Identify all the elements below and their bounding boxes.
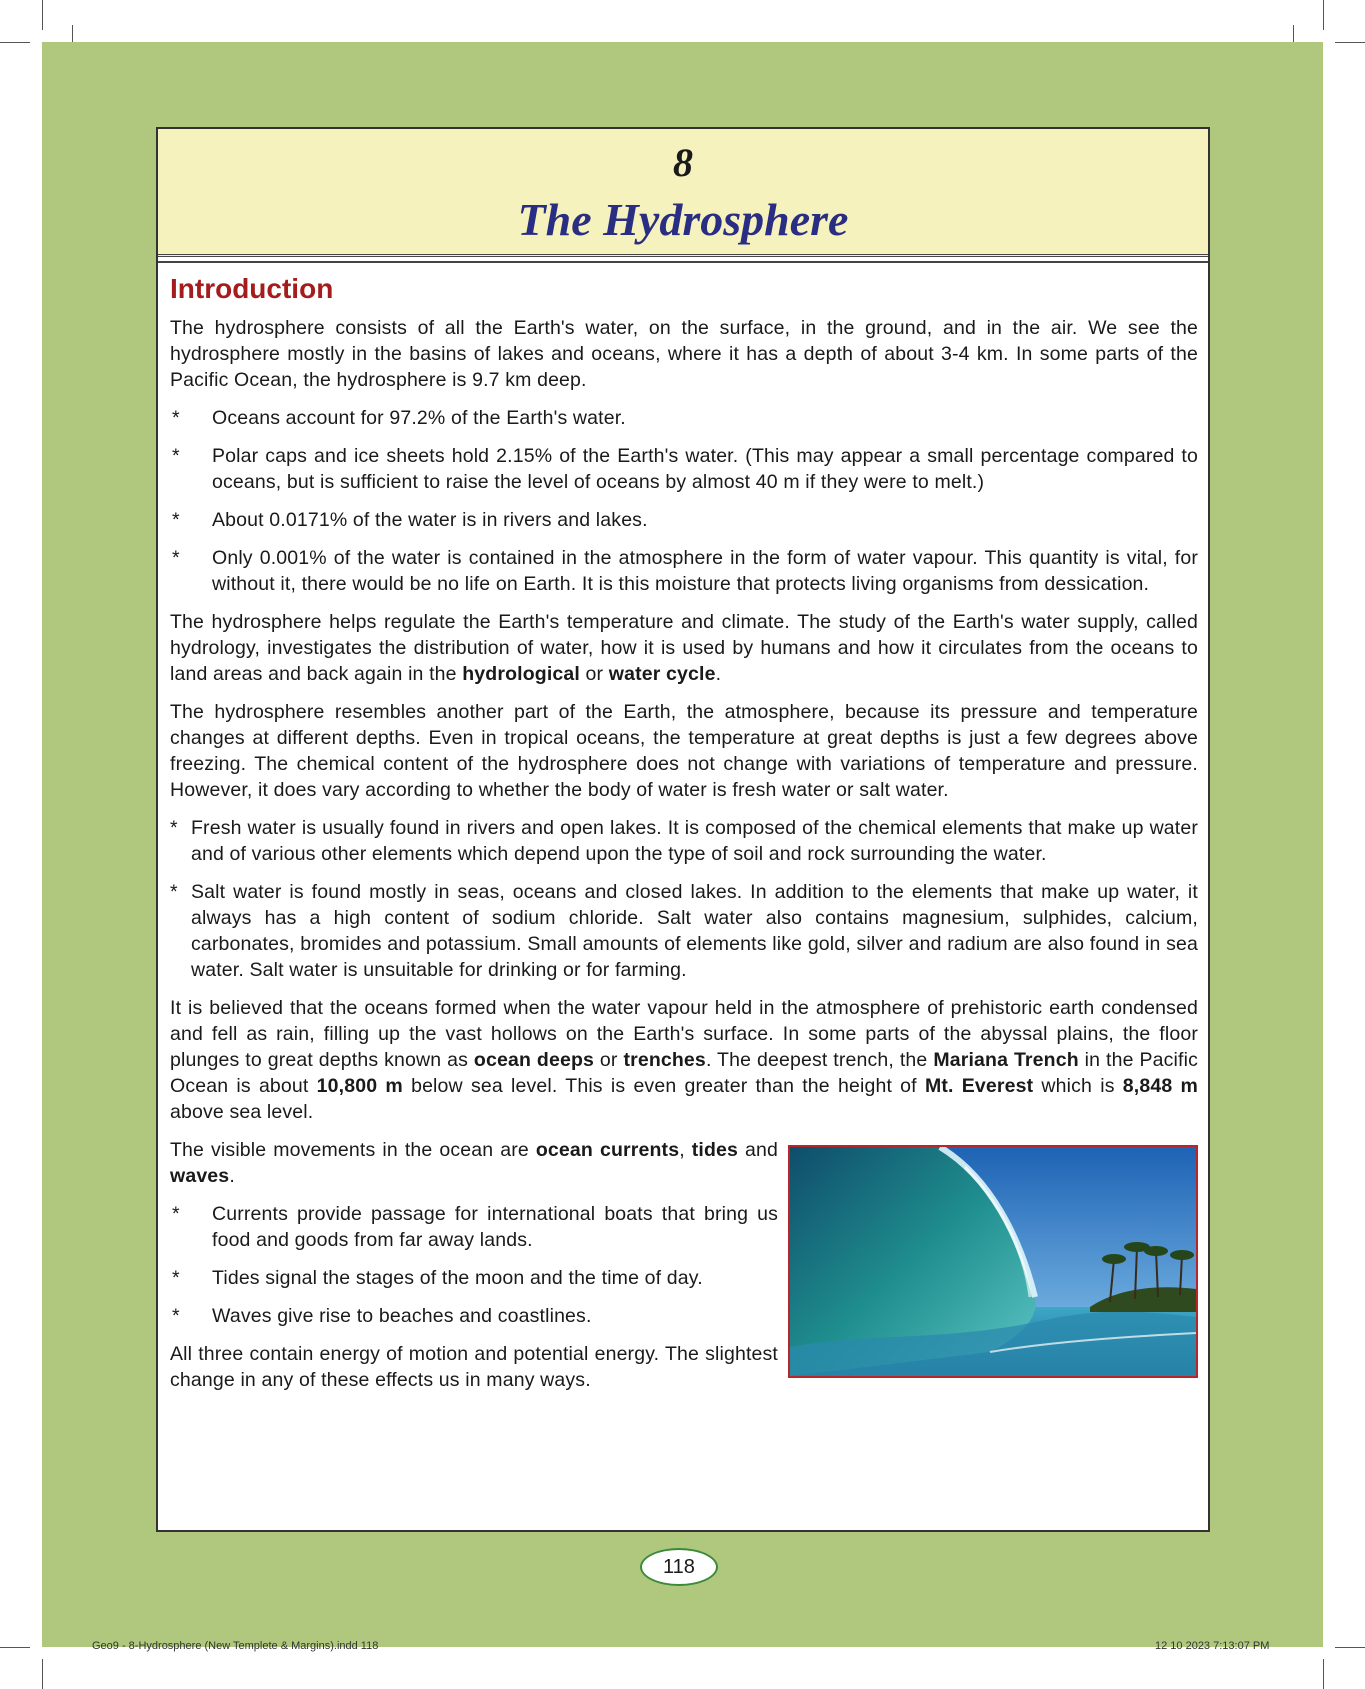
water-types-list [170,815,1198,983]
list-item: * Waves give rise to beaches and coastlines. [172,1305,592,1327]
print-slug-filename: Geo9 - 8-Hydrosphere (New Templete & Margins).indd 118 [92,1640,379,1652]
bullet-icon: * [170,817,178,839]
bullet-icon: * [172,1305,180,1327]
section-heading: Introduction [170,273,334,304]
resembles-paragraph: The hydrosphere resembles another part of the Earth, the atmosphere, because its pressure and temperature changes at different depths. Even in tropical oceans, the temperature at great depths is just a few degrees above freezing. The chemical content of the hydrosphere does not change with variations of temperature and pressure. However, it does vary according to whether the body of water is fresh water or salt water. [170,701,1198,801]
crop-mark [42,1659,43,1689]
chapter-number: 8 [673,140,693,185]
energy-paragraph: All three contain energy of motion and potential energy. The slightest change in any of these effects us in many ways. [170,1343,778,1391]
crop-mark [0,42,30,43]
list-item: * About 0.0171% of the water is in rivers and lakes. [172,509,648,531]
intro-paragraph: The hydrosphere consists of all the Earth's water, on the surface, in the ground, and in the air. We see the hydrosphere mostly in the basins of lakes and oceans, where it has a depth of about 3-4 km. In some parts of the Pacific Ocean, the hydrosphere is 9.7 km deep. [170,317,1198,391]
chapter-body [170,269,1198,1397]
chapter-title: The Hydrosphere [517,194,849,245]
crop-mark [42,0,43,30]
divider [158,261,1208,263]
bullet-icon: * [172,509,180,531]
movements-text [170,1137,778,1405]
crop-mark [1323,0,1324,30]
ocean-wave-photo [788,1145,1198,1378]
bullet-icon: * [172,1203,180,1225]
bullet-icon: * [172,547,180,569]
regulation-paragraph: The hydrosphere helps regulate the Earth's temperature and climate. The study of the Earth's water supply, called hydrology, investigates the distribution of water, how it is used by humans and how it circulates from the oceans to land areas and back again in the hydrological or water cycle. [170,611,1198,685]
print-slug-timestamp: 12 10 2023 7:13:07 PM [1155,1640,1270,1652]
list-item: * Currents provide passage for international boats that bring us food and goods from far away lands. [172,1203,778,1251]
wave-illustration [790,1147,1196,1376]
water-facts-list [170,405,1198,597]
bullet-icon: * [172,1267,180,1289]
bullet-icon: * [170,881,178,903]
crop-mark [1323,1659,1324,1689]
chapter-title-band [158,129,1208,257]
list-item: * Tides signal the stages of the moon and the time of day. [172,1267,703,1289]
crop-mark [0,1647,30,1648]
list-item: * Fresh water is usually found in rivers and open lakes. It is composed of the chemical elements that make up water and of various other elements which depend upon the type of soil and rock surrounding the water. [170,817,1198,865]
list-item: * Oceans account for 97.2% of the Earth's water. [172,407,626,429]
movements-section [170,1137,1198,1397]
bullet-icon: * [172,407,180,429]
crop-mark [1335,42,1365,43]
page-number: 118 [640,1548,718,1586]
crop-mark [1335,1647,1365,1648]
chapter-content-box [156,127,1210,1532]
oceans-paragraph: It is believed that the oceans formed when the water vapour held in the atmosphere of prehistoric earth condensed and fell as rain, filling up the vast hollows on the Earth's surface. In some parts of the abyssal plains, the floor plunges to great depths known as ocean deeps or trenches. The deepest trench, the Mariana Trench in the Pacific Ocean is about 10,800 m below sea level. This is even greater than the height of Mt. Everest which is 8,848 m above sea level. [170,997,1198,1123]
list-item: * Polar caps and ice sheets hold 2.15% of the Earth's water. (This may appear a small percentage compared to oceans, but is sufficient to raise the level of oceans by almost 40 m if they were to melt.) [172,445,1198,493]
movements-paragraph: The visible movements in the ocean are ocean currents, tides and waves. [170,1139,779,1187]
bullet-icon: * [172,445,180,467]
list-item: * Salt water is found mostly in seas, oceans and closed lakes. In addition to the elements that make up water, it always has a high content of sodium chloride. Salt water also contains magnesium, sulphides, calcium, carbonates, bromides and potassium. Small amounts of elements like gold, silver and radium are also found in sea water. Salt water is unsuitable for drinking or for farming. [170,881,1198,981]
list-item: * Only 0.001% of the water is contained in the atmosphere in the form of water vapour. This quantity is vital, for without it, there would be no life on Earth. It is this moisture that protects living organisms from dessication. [172,547,1198,595]
